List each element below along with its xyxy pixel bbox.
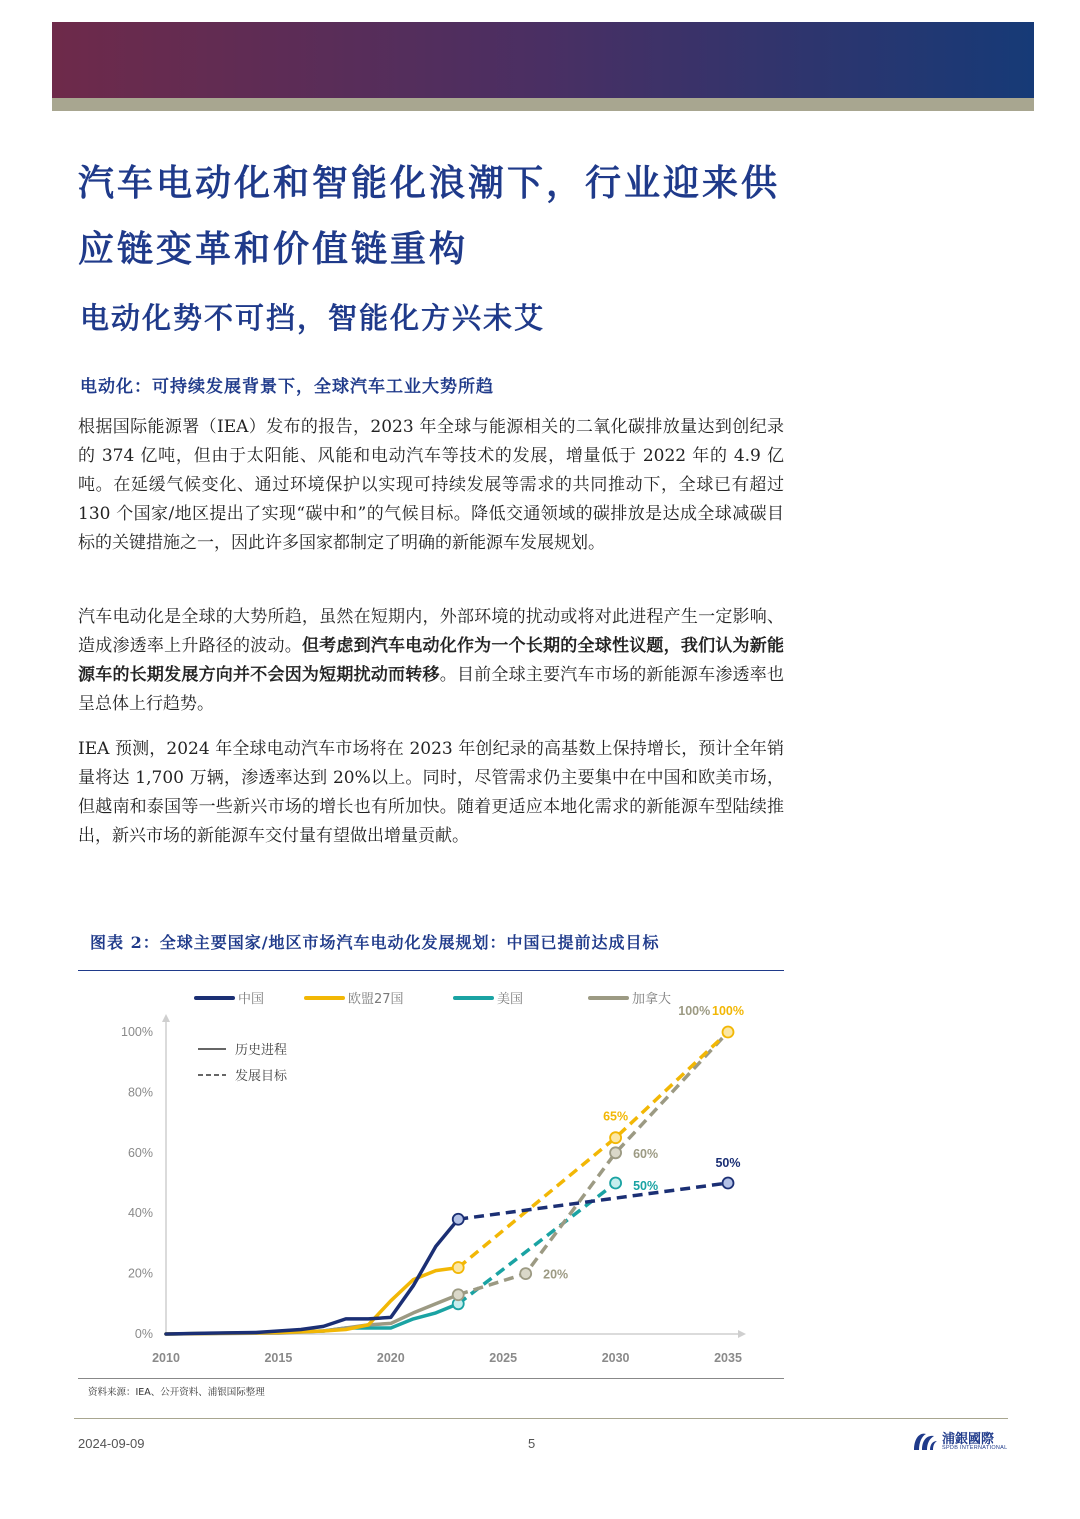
footer-rule: [74, 1418, 1008, 1419]
y-axis-arrow-icon: [162, 1014, 170, 1022]
y-tick-label: 100%: [121, 1025, 153, 1039]
figure-source: 资料来源：IEA、公开资料、浦银国际整理: [88, 1387, 265, 1398]
header-rule: [52, 98, 1034, 111]
paragraph-3: IEA 预测，2024 年全球电动汽车市场将在 2023 年创纪录的高基数上保持增长，预计全年销量将达 1,700 万辆，渗透率达到 20%以上。同时，尽管需求仍主要集中在中国和欧美市场，但越南和泰国等一些新兴市场的增长也有所加快。随着更适应本地化需求的新能源车型陆续推出，新兴市场的新能源车交付量有望做出增量贡献。: [78, 739, 784, 846]
y-tick-label: 40%: [127, 1206, 153, 1221]
x-tick-label: 2030: [601, 1351, 630, 1365]
data-point-marker: [453, 1289, 464, 1300]
y-tick-label: 60%: [127, 1145, 153, 1160]
y-tick-label: 80%: [127, 1085, 153, 1100]
data-label: 100%: [678, 1004, 711, 1018]
page-title: 汽车电动化和智能化浪潮下，行业迎来供应链变革和价值链重构: [78, 162, 781, 270]
ev-penetration-chart: [78, 975, 784, 1375]
y-tick-label: 0%: [134, 1327, 153, 1341]
style-legend-label: 发展目标: [235, 1069, 288, 1084]
data-point-marker: [723, 1027, 734, 1038]
style-legend-label: 历史进程: [235, 1043, 288, 1058]
data-point-marker: [610, 1178, 621, 1189]
data-label: 60%: [633, 1146, 659, 1161]
data-label: 65%: [603, 1109, 629, 1124]
data-label: 20%: [543, 1267, 569, 1282]
series-target-line: [458, 1032, 728, 1268]
paragraph-2-bold: 但考虑到汽车电动化作为一个长期的全球性议题，我们认为新能源车的长期发展方向并不会因为短期扰动而转移: [78, 636, 785, 685]
data-label: 50%: [633, 1179, 659, 1193]
x-tick-label: 2025: [489, 1351, 518, 1365]
data-point-marker: [610, 1132, 621, 1143]
series-target-line: [458, 1032, 728, 1295]
x-axis-arrow-icon: [738, 1330, 746, 1338]
logo-name: 浦銀國際: [942, 1432, 995, 1447]
figure-top-rule: [78, 970, 784, 971]
series-target-line: [458, 1183, 728, 1219]
paragraph-2: [78, 603, 784, 719]
page-number: 5: [528, 1436, 536, 1451]
logo-subtitle: SPDB INTERNATIONAL: [942, 1445, 1008, 1451]
figure-bottom-rule: [78, 1378, 784, 1379]
data-point-marker: [723, 1178, 734, 1189]
section-heading: 电动化势不可挡，智能化方兴未艾: [80, 301, 546, 335]
data-label: 50%: [715, 1156, 741, 1170]
legend-label: 欧盟27国: [348, 992, 404, 1007]
header-banner: [52, 22, 1034, 98]
logo-mark-icon: [912, 1430, 938, 1452]
paragraph-2-text-b: 。目前全球主要汽车市场的新能源车渗透率也呈总体上行趋势。: [78, 665, 785, 714]
data-point-marker: [520, 1268, 531, 1279]
legend-label: 中国: [238, 992, 265, 1007]
subsection-heading: 电动化：可持续发展背景下，全球汽车工业大势所趋: [80, 377, 494, 397]
legend-label: 加拿大: [632, 992, 672, 1007]
x-tick-label: 2035: [714, 1351, 742, 1365]
series-history-line: [166, 1268, 458, 1334]
footer-date: 2024-09-09: [78, 1436, 145, 1451]
data-point-marker: [610, 1147, 621, 1158]
x-tick-label: 2020: [376, 1351, 405, 1365]
paragraph-1: 根据国际能源署（IEA）发布的报告，2023 年全球与能源相关的二氧化碳排放量达到创纪录的 374 亿吨，但由于太阳能、风能和电动汽车等技术的发展，增量低于 2022 年的 4.9 亿吨。在延缓气候变化、通过环境保护以实现可持续发展等需求的共同推动下，全球已有超过 130 个国家/地区提出了实现“碳中和”的气候目标。降低交通领域的碳排放是达成全球减碳目标的关键措施之一，因此许多国家都制定了明确的新能源车发展规划。: [78, 417, 784, 553]
paragraph-2-text-a: 汽车电动化是全球的大势所趋，虽然在短期内，外部环境的扰动或将对此进程产生一定影响、造成渗透率上升路径的波动。: [78, 607, 784, 656]
x-tick-label: 2010: [152, 1351, 180, 1365]
figure-title: 图表 2：全球主要国家/地区市场汽车电动化发展规划：中国已提前达成目标: [90, 933, 660, 952]
data-point-marker: [453, 1262, 464, 1273]
series-history-line: [166, 1219, 458, 1334]
data-label: 100%: [712, 1004, 744, 1018]
y-tick-label: 20%: [127, 1266, 153, 1281]
x-tick-label: 2015: [264, 1351, 293, 1365]
company-logo: [912, 1428, 1012, 1456]
data-point-marker: [453, 1214, 464, 1225]
legend-label: 美国: [497, 992, 524, 1007]
